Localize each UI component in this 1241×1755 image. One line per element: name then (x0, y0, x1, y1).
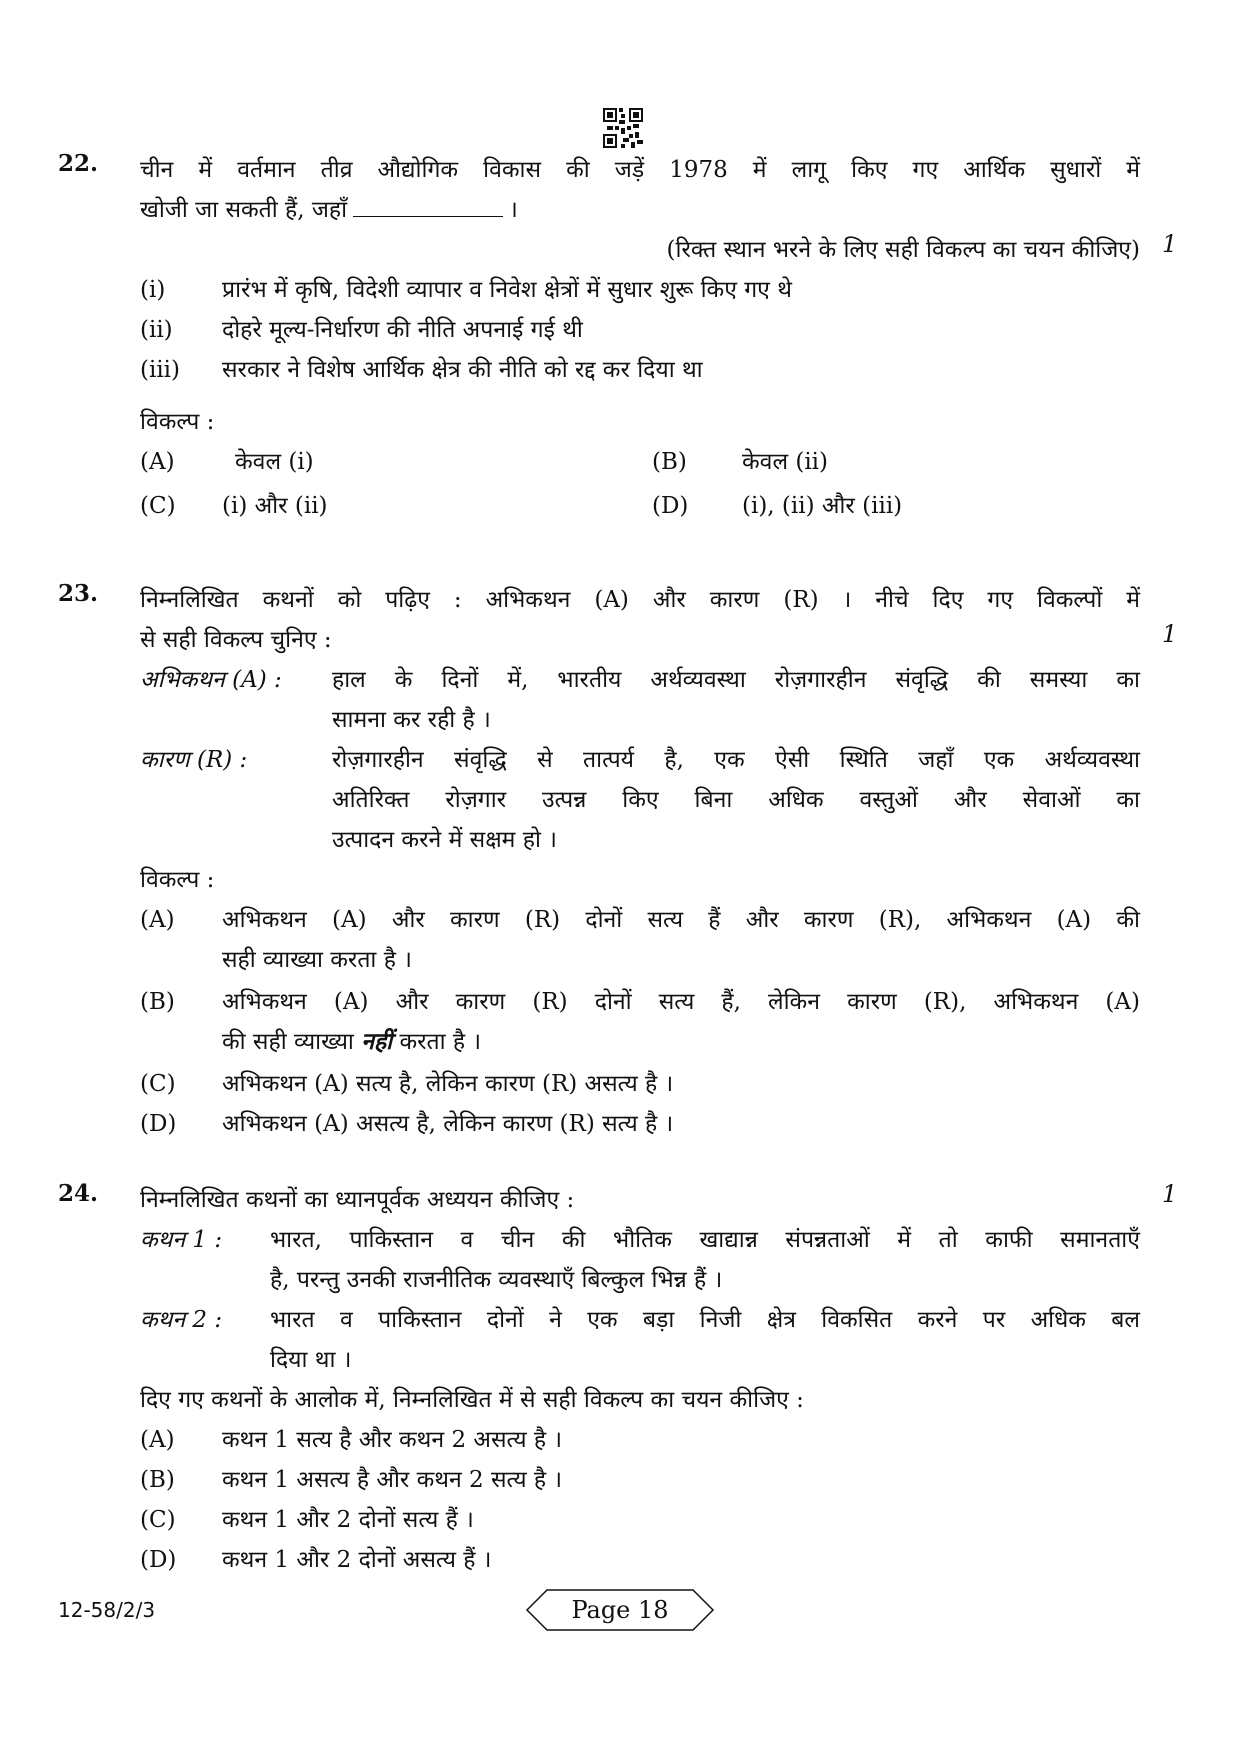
question-marks: 1 (1162, 230, 1178, 258)
reason-text (332, 740, 1140, 860)
question-marks: 1 (1162, 620, 1178, 648)
option-label: (C) (140, 1071, 176, 1097)
statement-row (140, 350, 1140, 390)
option-label: (C) (140, 493, 176, 519)
statement-line: है, परन्तु उनकी राजनीतिक व्यवस्थाएँ बिल्कुल भिन्न हैं । (270, 1267, 723, 1293)
statement-row (140, 270, 1140, 310)
option-line: अभिकथन (A) और कारण (R) दोनों सत्य हैं, लेकिन कारण (R), अभिकथन (A) (222, 989, 1140, 1015)
option-text (222, 900, 1140, 980)
option-c (140, 1064, 1140, 1104)
question-number: 24. (58, 1180, 99, 1207)
option-text: कथन 1 और 2 दोनों सत्य हैं । (222, 1507, 474, 1533)
option-text: कथन 1 और 2 दोनों असत्य हैं । (222, 1547, 492, 1573)
assertion-line: हाल के दिनों में, भारतीय अर्थव्यवस्था रोज़गारहीन संवृद्धि की समस्या का (332, 667, 1140, 693)
question-marks: 1 (1162, 1180, 1178, 1208)
option-label: (D) (140, 1111, 177, 1137)
question-stem-line (140, 190, 1140, 230)
statement-label: कथन 1 : (140, 1227, 223, 1253)
option-label: (A) (140, 907, 175, 933)
statement-1-block (140, 1220, 1140, 1300)
option-text: कथन 1 असत्य है और कथन 2 सत्य है । (222, 1467, 563, 1493)
option-text: अभिकथन (A) असत्य है, लेकिन कारण (R) सत्य है । (222, 1111, 674, 1137)
assertion-label: अभिकथन (A) : (140, 667, 282, 693)
option-line: सही व्याख्या करता है । (222, 947, 412, 973)
emphasis-text: नहीं (361, 1028, 393, 1055)
question-instruction: दिए गए कथनों के आलोक में, निम्नलिखित में से सही विकल्प का चयन कीजिए : (140, 1387, 804, 1413)
statement-text: सरकार ने विशेष आर्थिक क्षेत्र की नीति को रद्द कर दिया था (222, 357, 703, 383)
option-b (140, 982, 1140, 1064)
statement-line: भारत व पाकिस्तान दोनों ने एक बड़ा निजी क्षेत्र विकसित करने पर अधिक बल (270, 1307, 1140, 1333)
option-text: केवल (i) (235, 449, 314, 475)
option-row (140, 1460, 1140, 1500)
question-body (140, 580, 1140, 1144)
question-body (140, 150, 1140, 526)
option-text (222, 982, 1140, 1062)
option-d (140, 1104, 1140, 1144)
option-text: केवल (ii) (742, 449, 829, 475)
question-stem-line: निम्नलिखित कथनों को पढ़िए : अभिकथन (A) और कारण (R) । नीचे दिए गए विकल्पों में (140, 587, 1140, 613)
options-heading: विकल्प : (140, 867, 215, 893)
option-label: (A) (140, 1427, 175, 1453)
option-label: (D) (140, 1547, 177, 1573)
options-row (140, 442, 1140, 486)
question-body (140, 1180, 1140, 1580)
assertion-text (332, 660, 1140, 740)
option-text: (i), (ii) और (iii) (742, 493, 903, 519)
reason-block (140, 740, 1140, 860)
option-label: (A) (140, 449, 175, 475)
question-instruction: (रिक्त स्थान भरने के लिए सही विकल्प का चयन कीजिए) (666, 237, 1140, 263)
question-stem-line: से सही विकल्प चुनिए : (140, 627, 332, 653)
assertion-block (140, 660, 1140, 740)
statement-text: प्रारंभ में कृषि, विदेशी व्यापार व निवेश क्षेत्रों में सुधार शुरू किए गए थे (222, 277, 792, 303)
option-text: अभिकथन (A) सत्य है, लेकिन कारण (R) असत्य है । (222, 1071, 674, 1097)
reason-label: कारण (R) : (140, 747, 248, 773)
option-label: (B) (652, 449, 687, 475)
statement-row (140, 310, 1140, 350)
paper-code: 12-58/2/3 (58, 1598, 156, 1622)
option-text: कथन 1 सत्य है और कथन 2 असत्य है । (222, 1427, 563, 1453)
options-heading: विकल्प : (140, 409, 215, 435)
statement-2-block (140, 1300, 1140, 1380)
page-number-badge (525, 1588, 715, 1632)
qr-code-icon (603, 108, 643, 148)
question-stem-line: चीन में वर्तमान तीव्र औद्योगिक विकास की जड़ें 1978 में लागू किए गए आर्थिक सुधारों में (140, 157, 1140, 183)
statement-text: दोहरे मूल्य-निर्धारण की नीति अपनाई गई थी (222, 317, 583, 343)
statement-text (270, 1220, 1140, 1300)
stem-text: खोजी जा सकती हैं, जहाँ (140, 197, 348, 223)
options-row (140, 486, 1140, 526)
option-label: (B) (140, 989, 175, 1015)
page-number-label: Page 18 (571, 1596, 669, 1624)
reason-line: अतिरिक्त रोज़गार उत्पन्न किए बिना अधिक वस्तुओं और सेवाओं का (332, 787, 1140, 813)
option-row (140, 1420, 1140, 1460)
fill-in-blank (353, 194, 503, 217)
reason-line: उत्पादन करने में सक्षम हो । (332, 827, 557, 853)
option-a (140, 900, 1140, 982)
statement-text (270, 1300, 1140, 1380)
option-text-part: की सही व्याख्या (222, 1029, 354, 1055)
option-line: अभिकथन (A) और कारण (R) दोनों सत्य हैं और कारण (R), अभिकथन (A) की (222, 907, 1140, 933)
assertion-line: सामना कर रही है । (332, 707, 491, 733)
option-text-part: करता है । (399, 1029, 482, 1055)
question-stem-line: निम्नलिखित कथनों का ध्यानपूर्वक अध्ययन कीजिए : (140, 1187, 575, 1213)
option-label: (C) (140, 1507, 176, 1533)
option-row (140, 1540, 1140, 1580)
option-label: (B) (140, 1467, 175, 1493)
option-text: (i) और (ii) (222, 493, 328, 519)
statement-line: दिया था । (270, 1347, 352, 1373)
stem-text: । (509, 197, 518, 223)
statement-label: (iii) (140, 357, 181, 383)
reason-line: रोज़गारहीन संवृद्धि से तात्पर्य है, एक ऐसी स्थिति जहाँ एक अर्थव्यवस्था (332, 747, 1141, 773)
option-label: (D) (652, 493, 689, 519)
question-number: 23. (58, 580, 99, 607)
statement-label: (ii) (140, 317, 173, 343)
option-row (140, 1500, 1140, 1540)
statement-line: भारत, पाकिस्तान व चीन की भौतिक खाद्यान्न संपन्नताओं में तो काफी समानताएँ (270, 1227, 1140, 1253)
question-number: 22. (58, 150, 99, 177)
statement-label: कथन 2 : (140, 1307, 223, 1333)
statement-label: (i) (140, 277, 166, 303)
option-line (222, 1022, 1140, 1062)
